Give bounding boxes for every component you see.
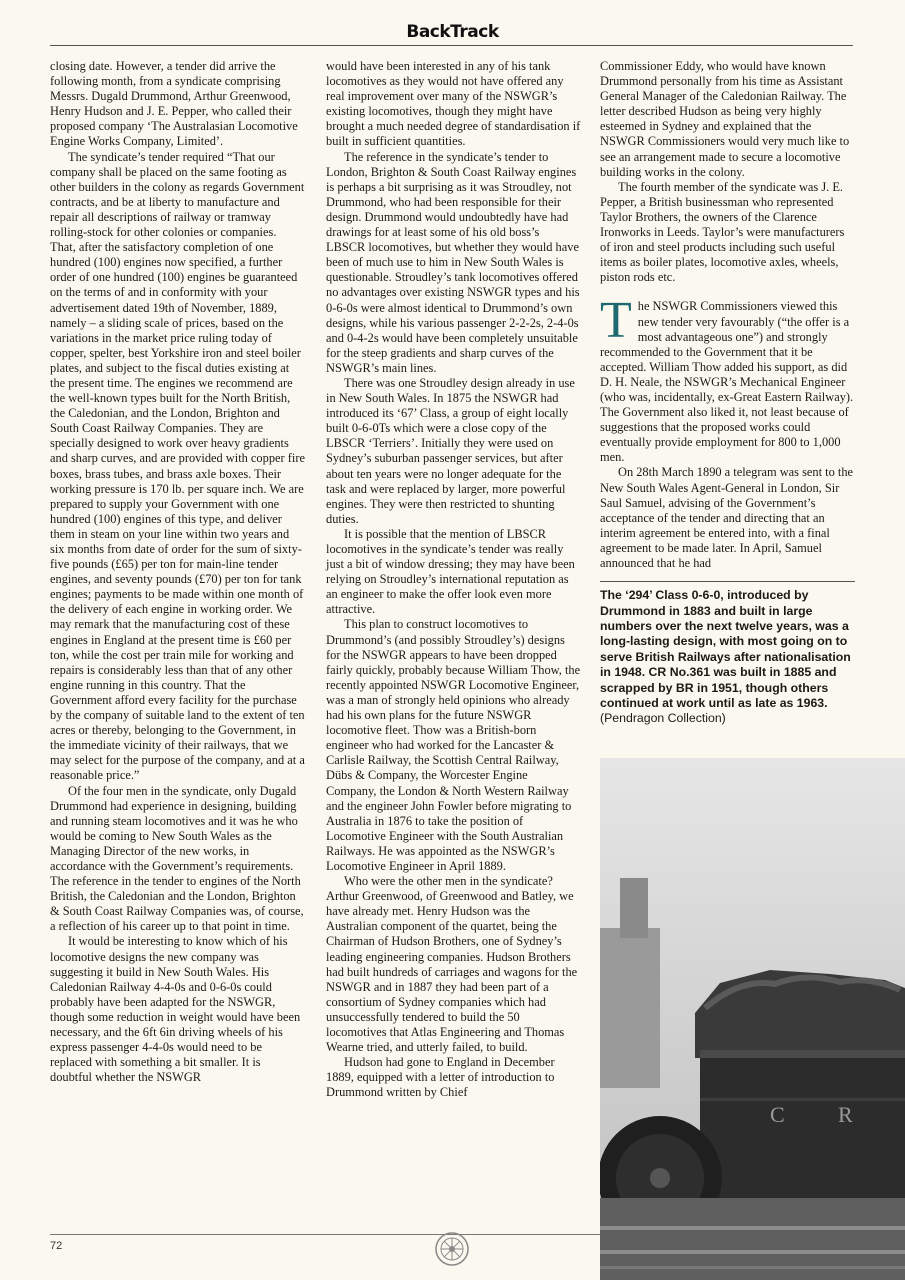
paragraph: There was one Stroudley design already in use in New South Wales. In 1875 the NSWGR had introduced its ‘67’ Class, a group of eight locally built 0-6-0Ts which were a close copy of the LBSCR ‘Terriers’. Initially they were used on Sydney’s suburban passenger services, but after about ten years were no longer adequate for the task and were replaced by larger, more powerful engines. They were then restricted to shunting duties. bbox=[326, 375, 575, 526]
footer-divider bbox=[50, 1234, 600, 1235]
section-spacer bbox=[600, 285, 855, 299]
paragraph: Hudson had gone to England in December 1889, equipped with a letter of introduction to Drummond written by Chief bbox=[326, 1055, 555, 1100]
paragraph: It would be interesting to know which of his locomotive designs the new company was suggesting it build in New South Wales. His Caledonian Railway 4-4-0s and 0-6-0s could probably have been adapted for the NSWGR, though some reduction in weight would have been necessary, and the 6ft 6in driving wheels of his express passenger 4-4-0s would need to be replaced with something a bit smaller. It is doubtful whether the NSWGR bbox=[50, 934, 301, 1085]
drop-cap: T bbox=[600, 292, 632, 350]
paragraph bbox=[600, 292, 855, 465]
paragraph: The reference in the syndicate’s tender to London, Brighton & South Coast Railway engines is perhaps a bit surprising as it was Stroudley, not Drummond, who had been responsible for their design. Drummond would undoubtedly have had drawings for at least some of his old boss’s LBSCR locomotives, but whether they would have been of much use to him in New South Wales is questionable. Stroudley’s tank locomotives offered no advantages over existing NSWGR types and his 0-6-0s were almost identical to Drummond’s own designs, while his various passenger 2-2-2s, 2-4-0s and 0-4-2s would have been completely unsuitable for the steep gradients and sharp curves of the NSWGR’s main lines. bbox=[326, 149, 580, 375]
tender-letter: R bbox=[838, 1102, 853, 1127]
photo-credit: (Pendragon Collection) bbox=[600, 711, 726, 726]
paragraph: Of the four men in the syndicate, only Dugald Drummond had experience in designing, building and running steam locomotives and it was he who would be coming to New South Wales as the Managing Director of the new works, in accordance with the Government’s requirements. The reference in the tender to engines of the North British, the Caledonian and the London, Brighton & South Coast Railway Companies was, of course, a reflection of his career up to that point in time. bbox=[50, 783, 304, 934]
column-1 bbox=[50, 59, 305, 1085]
caption-divider bbox=[600, 581, 855, 582]
photo-caption bbox=[600, 588, 855, 727]
tender-letter: C bbox=[770, 1102, 785, 1127]
paragraph: Who were the other men in the syndicate? Arthur Greenwood, of Greenwood and Batley, we have already met. Henry Hudson was the Australian component of the quartet, being the Chairman of Hudson Brothers, one of Sydney’s leading engineering companies. Hudson Brothers had built hundreds of carriages and wagons for the NSWGR and in 1887 they had been part of a consortium of Sydney companies which had unsuccessfully tendered to build the 50 locomotives that Atlas Engineering and Thomas Wearne tried, and utterly failed, to build. bbox=[326, 874, 578, 1055]
masthead-divider bbox=[50, 45, 853, 46]
paragraph: On 28th March 1890 a telegram was sent to the New South Wales Agent-General in London, Sir Saul Samuel, advising of the Government’s acceptance of the tender and directing that an interim agreement be entered into, with a final agreement to be made later. In April, Samuel announced that he had bbox=[600, 465, 854, 570]
page-number: 72 bbox=[50, 1240, 63, 1252]
locomotive-photo-image bbox=[600, 758, 905, 1280]
paragraph: This plan to construct locomotives to Drummond’s (and possibly Stroudley’s) designs for the NSWGR appears to have been dropped fairly quickly, probably because William Thow, the recently appointed NSWGR Locomotive Engineer, was a man of strongly held opinions who already had his own plans for the future NSWGR locomotive fleet. Thow was a British-born engineer who had worked for the Lancaster & Carlisle Railway, the Scottish Central Railway, Dübs & Company, the Worcester Engine Company, the London & North Western Railway and the engineer John Fowler before migrating to Australia in 1876 to take the position of Locomotive Engineer with the South Australian Railways. He was appointed as the NSWGR’s Locomotive Engineer in April 1889. bbox=[326, 617, 581, 873]
paragraph: closing date. However, a tender did arrive the following month, from a syndicate comprising Messrs. Dugald Drummond, Arthur Greenwood, Henry Hudson and J. E. Pepper, who called their proposed company ‘The Australasian Locomotive Engine Works Company, Limited’. bbox=[50, 59, 298, 149]
column-3 bbox=[600, 59, 855, 727]
masthead-logo: BackTrack bbox=[406, 22, 499, 42]
paragraph-text: he NSWGR Commissioners viewed this new tender very favourably (“the offer is a most advantageous one”) and strongly recommended to the Government that it be accepted. William Thow added his support, as did D. H. Neale, the NSWGR’s Mechanical Engineer (who was, incidentally, ex-Great Eastern Railway). The Government also liked it, not least because of suggestions that the proposed works could eventually provide employment for 800 to 1,000 men. bbox=[600, 299, 854, 465]
paragraph: The fourth member of the syndicate was J. E. Pepper, a British businessman who represented Taylor Brothers, the owners of the Clarence Ironworks in Leeds. Taylor’s were manufacturers of iron and steel products including such useful items as boiler plates, locomotive axles, wheels, piston rods etc. bbox=[600, 179, 845, 285]
paragraph: The syndicate’s tender required “That our company shall be placed on the same footing as other builders in the colony as regards Government contracts, and be at liberty to manufacture and repair all descriptions of railway or tramway rolling-stock for other colonies or companies. That, after the satisfactory completion of one hundred (100) engines now specified, a further order of one hundred (100) engines be guaranteed on the terms of and in conformity with your advertisement dated 19th of November, 1889, namely – a sliding scale of prices, based on the variations in the market price ruling today of copper, spelter, best Yorkshire iron and steel boiler plates, and subject to the fiscal duties existing at the present time. The engines we recommend are the well-known types built for the North British, the Caledonian, and the London, Brighton and South Coast Railway Companies. They are specially designed to work over heavy gradients and sharp curves, and are provided with copper fire boxes, brass tubes, and brass axle boxes. Their working pressure is 170 lb. per square inch. We are prepared to supply your Government with one hundred (100) engines of this type, and deliver them in steam on your line within two years and six months from date of order for the sum of sixty-five pounds (£65) per ton for main-line tender engines, and seventy pounds (£70) per ton for tank engines; payments to be made within one month of the delivery of each engine in working order. We may remark that the manufacturing cost of these engines in England at the present time is £60 per ton, while the cost per train mile for working and repairs is considerably less than that of any other engine running in this country. That the Government afford every facility for the purchase by the company of suitable land to the extent of ten acres or thereby, belonging to the Government, in the immediate vicinity of their railways, that we may select for the purpose of the company, and at a reasonable price.” bbox=[50, 149, 305, 783]
paragraph: It is possible that the mention of LBSCR locomotives in the syndicate’s tender was really just a bit of window dressing; they may have been relying on Stroudley’s international reputation as an engineer to make the offer look even more attractive. bbox=[326, 526, 575, 617]
wheel-emblem-icon bbox=[434, 1231, 470, 1267]
paragraph: Commissioner Eddy, who would have known Drummond personally from his time as Assistant General Manager of the Caledonian Railway. The letter described Hudson as being very highly esteemed in Sydney and explained that the NSWGR Commissioners would very much like to see an arrangement made to secure a locomotive building works in the colony. bbox=[600, 59, 850, 179]
paragraph: would have been interested in any of his tank locomotives as they would not have offered any real improvement over many of the NSWGR’s existing locomotives, though they might have brought a much needed degree of standardisation if built in sufficient quantities. bbox=[326, 59, 581, 149]
caption-text: The ‘294’ Class 0-6-0, introduced by Drummond in 1883 and built in large numbers over the next twelve years, was a long-lasting design, with most going on to serve British Railways after nationalisation in 1948. CR No.361 was built in 1885 and scrapped by BR in 1951, though others continued at work until as late as 1963. bbox=[600, 588, 851, 710]
locomotive-photo bbox=[600, 758, 905, 1280]
column-2 bbox=[326, 59, 581, 1100]
